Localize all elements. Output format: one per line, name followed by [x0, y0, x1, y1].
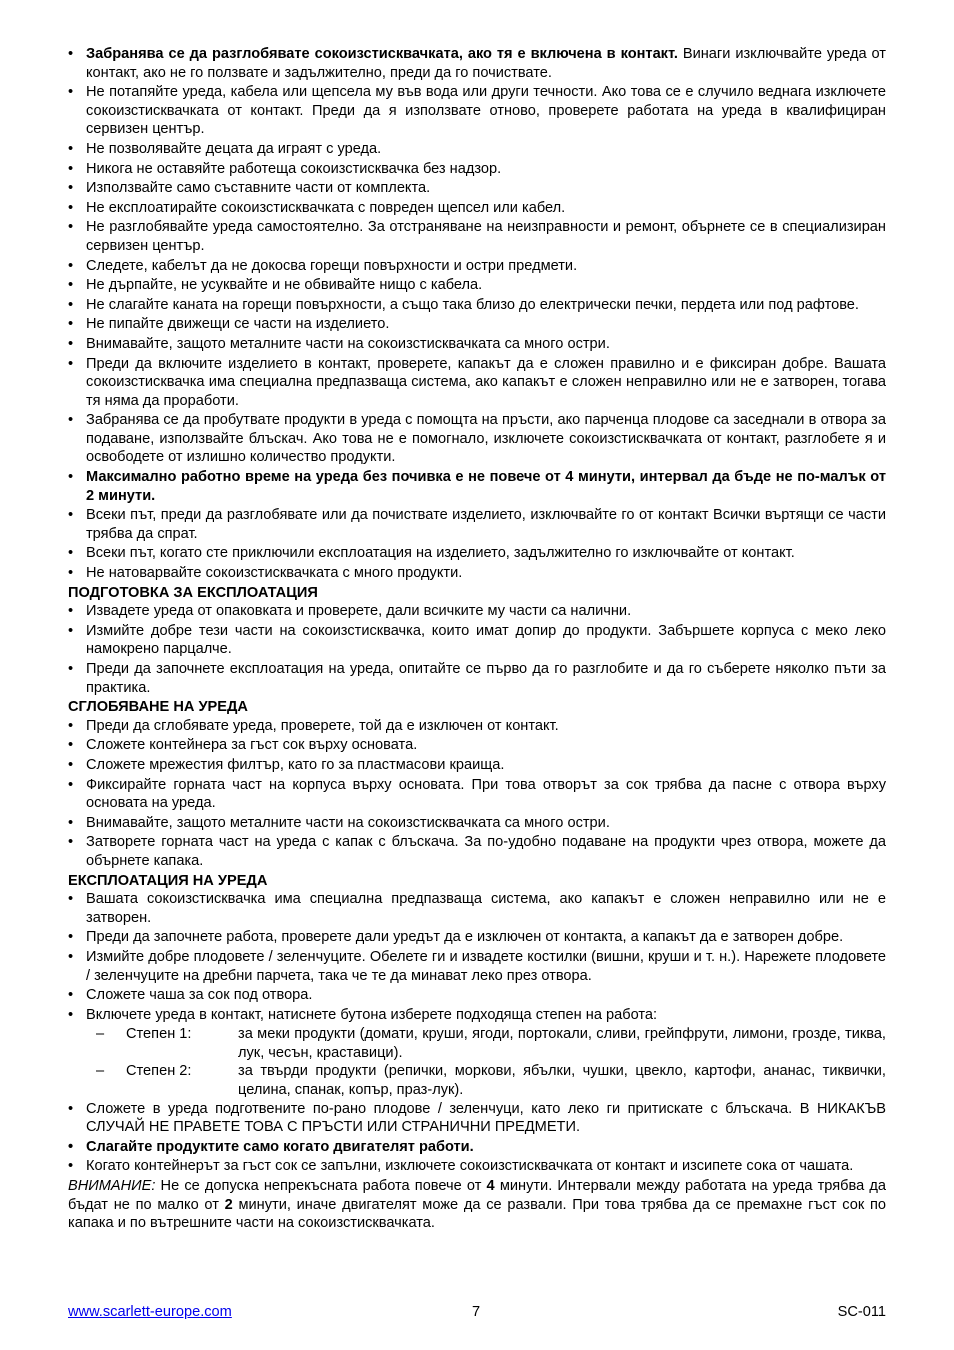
warning-note — [68, 1177, 886, 1233]
note-text: минути. Интервали между работата на уреда трябва да бъдат не по малко от — [68, 1178, 887, 1213]
list-item: • Сложете чаша за сок под отвора. — [68, 986, 886, 1005]
speed-list — [68, 1025, 886, 1099]
list-item: • Забранява се да пробутвате продукти в уреда с помощта на пръсти, ако парченца плодове са заседнали в отвора за подаване, използвайте блъскач. Ако това не е помогнало, изключете сокоизстисквачката от контакт, разглобете я и освободете от излишно количество продукти. — [68, 411, 886, 467]
prep-heading: ПОДГОТОВКА ЗА ЕКСПЛОАТАЦИЯ — [68, 584, 318, 601]
page-number: 7 — [472, 1304, 481, 1320]
list-item: • Не разглобявайте уреда самостоятелно. За отстраняване на неизправности и ремонт, обърнете се в специализиран сервизен център. — [68, 218, 886, 255]
list-item: • Измийте добре тези части на сокоизстисквачка, които имат допир до продукти. Забършете корпуса с меко леко намокрено парцалче. — [68, 622, 886, 659]
operation-heading: ЕКСПЛОАТАЦИЯ НА УРЕДА — [68, 872, 268, 889]
operation-list-2 — [68, 1100, 886, 1176]
list-item: • Не пипайте движещи се части на изделието. — [68, 315, 886, 334]
list-item: • Използвайте само съставните части от комплекта. — [68, 179, 886, 198]
safety-list — [68, 45, 886, 583]
list-item: • Преди да включите изделието в контакт, проверете, капакът да е сложен правилно и е фиксиран добре. Вашата сокоизстисквачка има специална предпазваща система, ако капакът е сложен неправилно или не е затворен, тогава тя няма да проработи. — [68, 355, 886, 411]
list-item: • Извадете уреда от опаковката и проверете, дали всичките му части са налични. — [68, 602, 886, 621]
list-item: • Не слагайте каната на горещи повърхности, а също така близо до електрически печки, пердета или под рафтове. — [68, 296, 886, 315]
list-item: • Не потапяйте уреда, кабела или щепсела му във вода или други течности. Ако това се е случило веднага изключете сокоизстисквачката от контакт. Преди да я използвате отново, проверете работата на уреда в квалифициран сервизен център. — [68, 83, 886, 139]
dash-marker: – — [96, 1063, 105, 1080]
list-item: • Не дърпайте, не усуквайте и не обвивайте нищо с кабела. — [68, 276, 886, 295]
list-item: • Затворете горната част на уреда с капак с блъскача. За по-удобно подаване на продукти чрез отвора, можете да обърнете капака. — [68, 833, 886, 870]
list-item: • Внимавайте, защото металните части на сокоизстисквачката са много остри. — [68, 335, 886, 354]
list-item: • Вашата сокоизстисквачка има специална предпазваща система, ако капакът е сложен неправилно или не е затворен. — [68, 890, 886, 927]
item-text: Винаги изключвайте уреда от контакт, ако не го ползвате и задължително, преди да го почиствате. — [86, 46, 886, 81]
list-item — [68, 468, 886, 505]
note-number: 2 — [224, 1196, 233, 1213]
note-label: ВНИМАНИЕ: — [68, 1178, 156, 1195]
operation-list — [68, 890, 886, 1024]
dash-marker: – — [96, 1026, 105, 1043]
speed-text: за твърди продукти (репички, моркови, ябълки, чушки, цвекло, картофи, ананас, тиквички, целина, спанак, копър, праз-лук). — [238, 1063, 886, 1099]
website-link[interactable]: www.scarlett-europe.com — [68, 1304, 232, 1320]
list-item: • Внимавайте, защото металните части на сокоизстисквачката са много остри. — [68, 814, 886, 833]
list-item: • Всеки път, когато сте приключили експлоатация на изделието, задължително го изключвайте от контакт. — [68, 544, 886, 563]
prep-list — [68, 602, 886, 697]
assembly-heading: СГЛОБЯВАНЕ НА УРЕДА — [68, 699, 248, 716]
note-number: 4 — [486, 1178, 495, 1195]
list-item: • Фиксирайте горната част на корпуса върху основата. При това отворът за сок трябва да пасне с отвора върху основата на уреда. — [68, 776, 886, 813]
list-item — [68, 45, 886, 82]
document-body — [68, 45, 886, 1233]
list-item: • Сложете в уреда подготвените по-рано плодове / зеленчуци, като леко ги притискате с блъскача. В НИКАКЪВ СЛУЧАЙ НЕ ПРАВЕТЕ ТОВА С ПРЪСТИ ИЛИ СТРАНИЧНИ ПРЕДМЕТИ. — [68, 1100, 886, 1137]
speed-text: за меки продукти (домати, круши, ягоди, портокали, сливи, грейпфрути, лимони, грозде, тиква, лук, чесън, краставици). — [238, 1026, 886, 1061]
list-item: • Не натоварвайте сокоизстисквачката с много продукти. — [68, 564, 886, 583]
assembly-list — [68, 717, 886, 871]
note-text: Не се допуска непрекъсната работа повече от — [155, 1178, 487, 1195]
list-item: • Не експлоатирайте сокоизстисквачката с повреден щепсел или кабел. — [68, 199, 886, 218]
speed-name: Степен 1: — [126, 1026, 192, 1043]
list-item: • Включете уреда в контакт, натиснете бутона изберете подходяща степен на работа: — [68, 1006, 886, 1025]
list-item: • Преди да започнете работа, проверете дали уредът да е изключен от контакта, а капакът да е затворен добре. — [68, 928, 886, 947]
model-number: SC-011 — [837, 1304, 886, 1320]
list-item: • Сложете контейнера за гъст сок върху основата. — [68, 736, 886, 755]
list-item: • Когато контейнерът за гъст сок се запълни, изключете сокоизстисквачката от контакт и изсипете сока от чашата. — [68, 1157, 886, 1176]
list-item: • Всеки път, преди да разглобявате или да почиствате изделието, изключвайте го от контакт Всички въртящи се части трябва да спрат. — [68, 506, 886, 543]
list-item: • Сложете мрежестия филтър, като го за пластмасови краища. — [68, 756, 886, 775]
list-item: • Слагайте продуктите само когато двигателят работи. — [68, 1138, 886, 1157]
list-item: • Преди да сглобявате уреда, проверете, той да е изключен от контакт. — [68, 717, 886, 736]
list-item: • Следете, кабелът да не докосва горещи повърхности и остри предмети. — [68, 257, 886, 276]
speed-item — [96, 1062, 886, 1099]
bold-text: Забранява се да разглобявате сокоизстисквачката, ако тя е включена в контакт. — [86, 46, 678, 62]
note-text: минути, иначе двигателят може да се развали. При това трябва да се премахне гъст сок по капака и по вътрешните части на сокоизстисквачката. — [68, 1196, 886, 1232]
list-item: • Измийте добре плодовете / зеленчуците. Обелете ги и извадете костилки (вишни, круши и т. н.). Нарежете плодовете / зеленчуците на дребни парчета, така че те да минават леко през отвора. — [68, 948, 886, 985]
speed-item — [96, 1025, 886, 1062]
bold-text: Максимално работно време на уреда без почивка е не повече от 4 минути, интервал да бъде не по-малък от 2 минути. — [86, 469, 886, 504]
page-footer — [68, 1303, 886, 1323]
list-item: • Преди да започнете експлоатация на уреда, опитайте се първо да го разглобите и да го съберете няколко пъти за практика. — [68, 660, 886, 697]
list-item: • Не позволявайте децата да играят с уреда. — [68, 140, 886, 159]
speed-name: Степен 2: — [126, 1063, 192, 1080]
list-item: • Никога не оставяйте работеща сокоизстисквачка без надзор. — [68, 160, 886, 179]
